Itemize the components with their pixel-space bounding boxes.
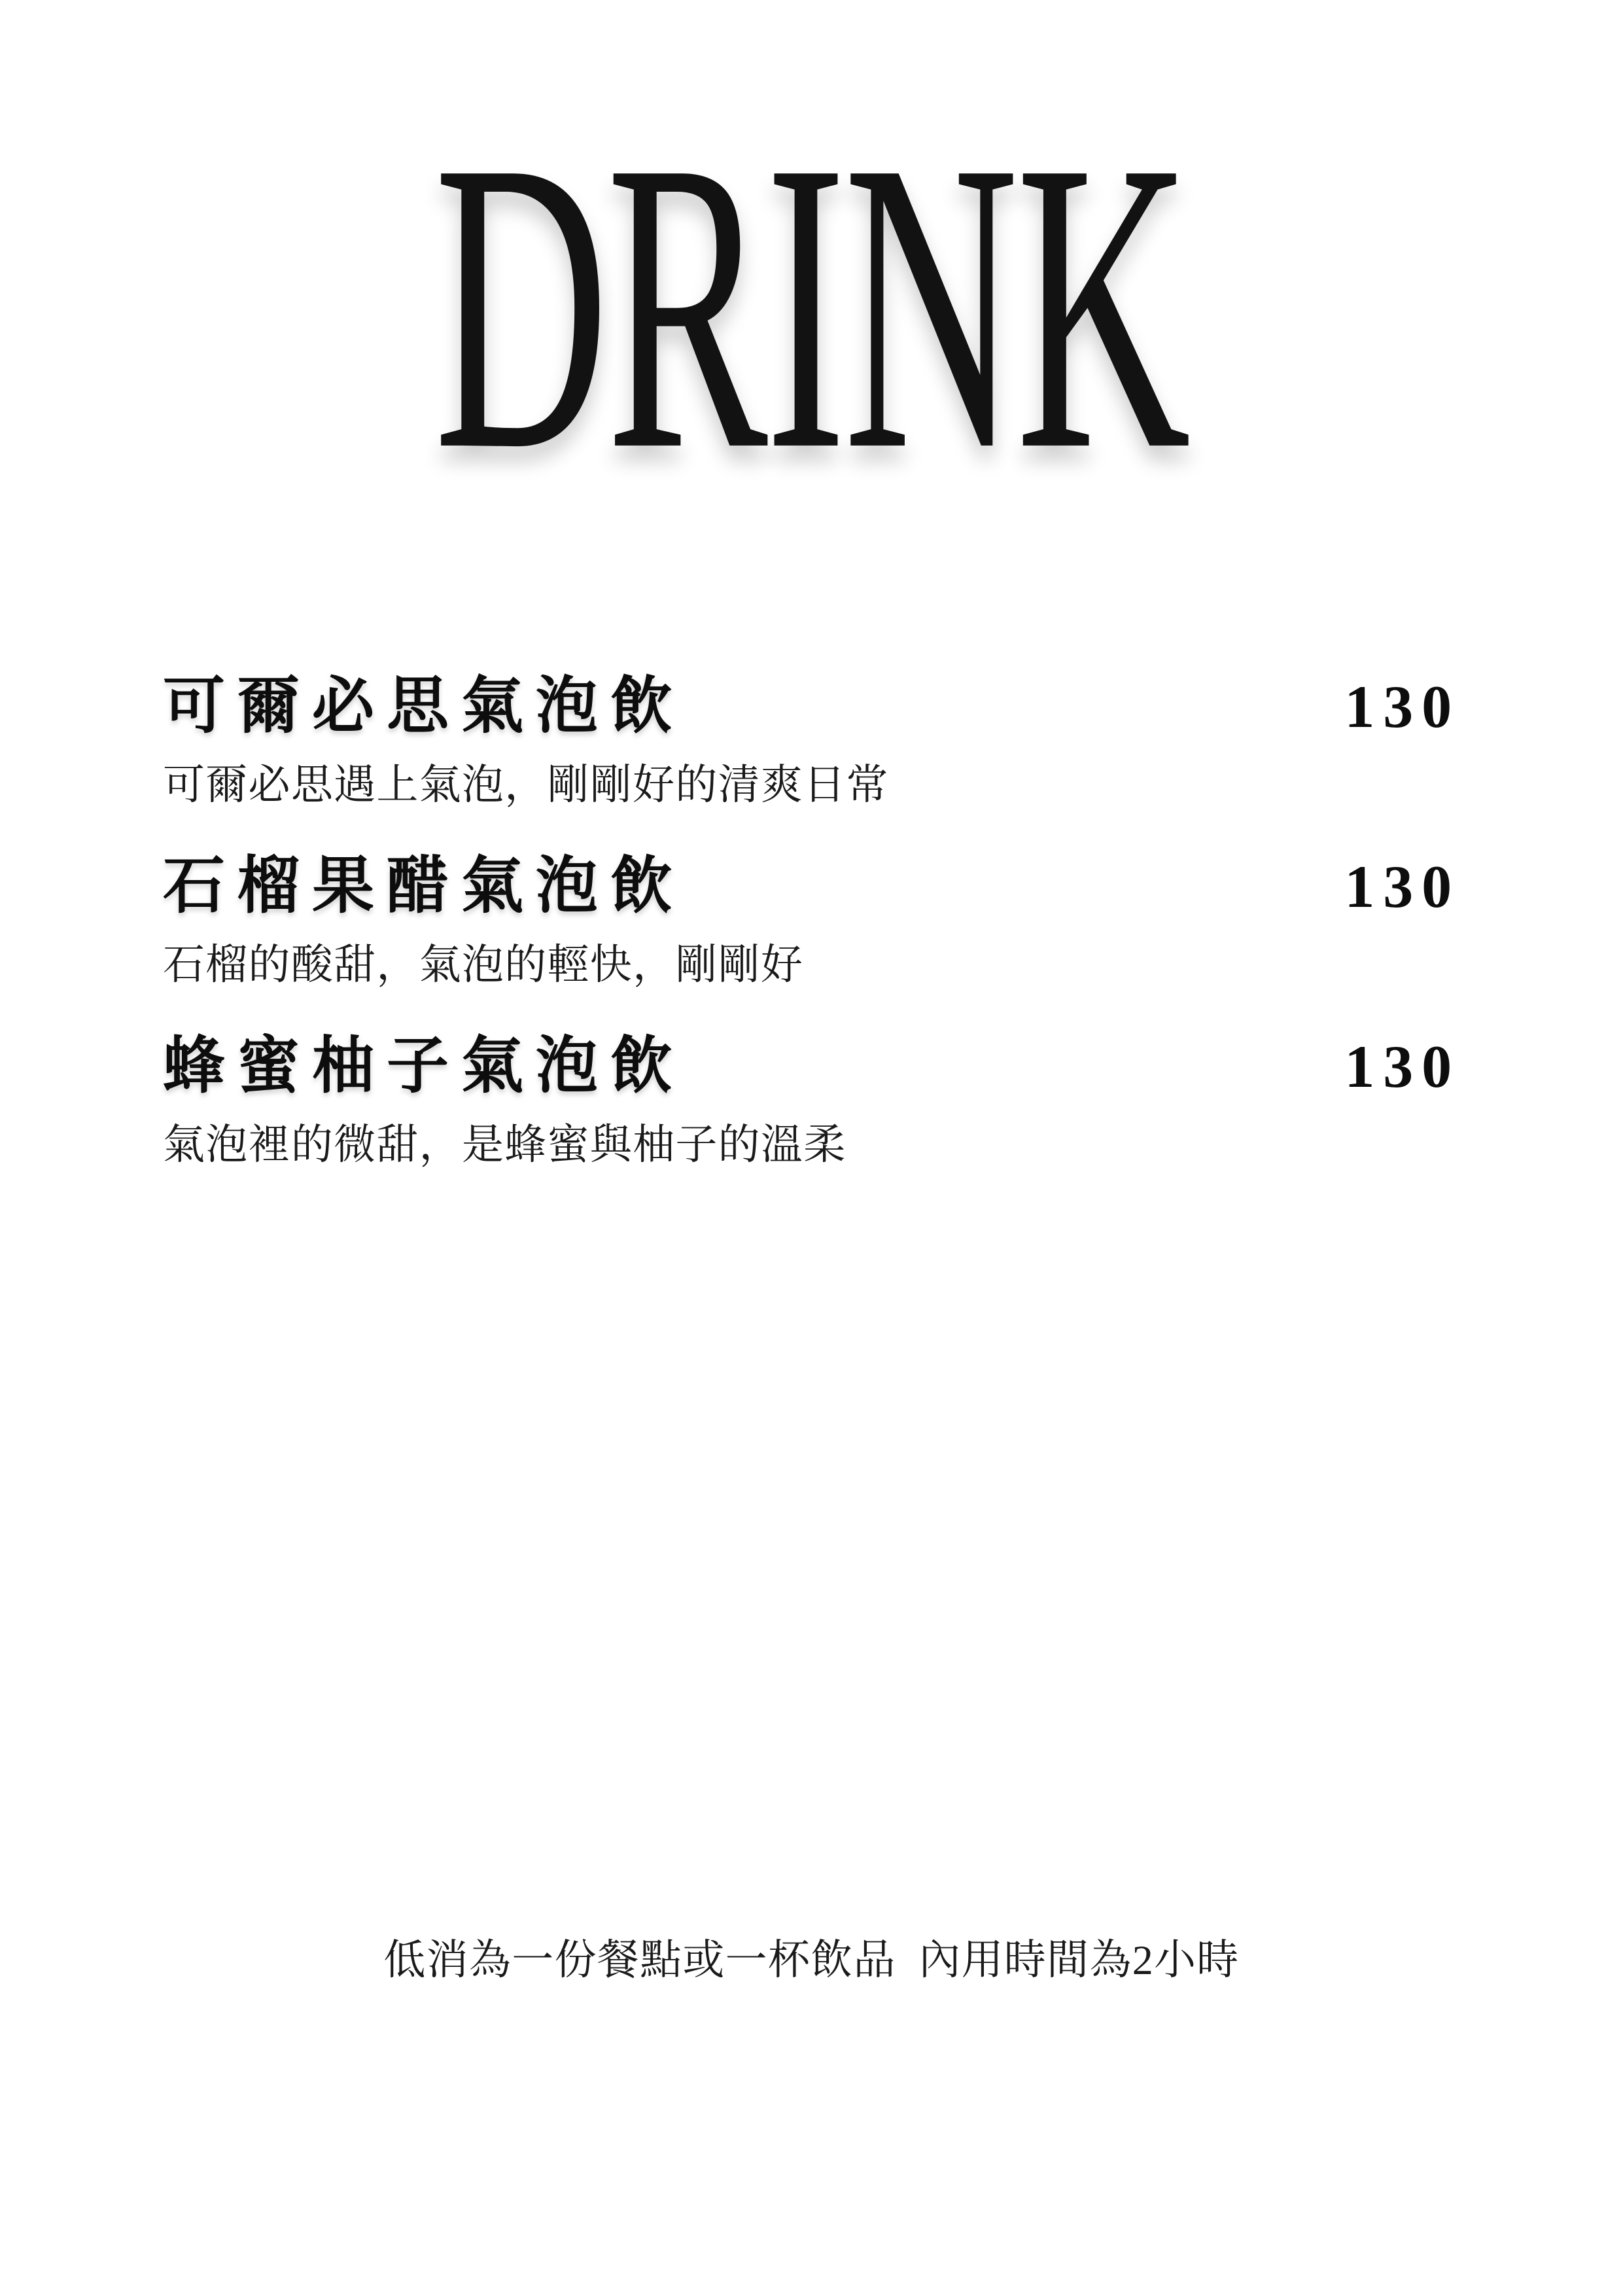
menu-item-header-row	[163, 669, 1460, 743]
footer-section	[0, 1935, 1623, 1986]
menu-item	[163, 1029, 1460, 1171]
menu-item-header-row	[163, 1029, 1460, 1103]
menu-item	[163, 669, 1460, 811]
menu-item-name: 可爾必思氣泡飲	[163, 671, 686, 741]
menu-item-price: 130	[1344, 1033, 1460, 1100]
hero-section	[0, 75, 1623, 537]
menu-item-name: 石榴果醋氣泡飲	[163, 851, 686, 921]
menu-item-description: 石榴的酸甜，氣泡的輕快，剛剛好	[163, 941, 804, 988]
menu-list	[163, 669, 1460, 1208]
page-title: DRINK	[434, 75, 1189, 537]
menu-item-description: 可爾必思遇上氣泡，剛剛好的清爽日常	[163, 762, 889, 808]
menu-item-price: 130	[1344, 673, 1460, 740]
menu-item	[163, 849, 1460, 991]
menu-item-description: 氣泡裡的微甜，是蜂蜜與柚子的溫柔	[163, 1121, 846, 1168]
minimum-charge-note: 低消為一份餐點或一杯飲品 內用時間為2小時	[383, 1937, 1240, 1983]
menu-item-name: 蜂蜜柚子氣泡飲	[163, 1031, 686, 1101]
menu-item-header-row	[163, 849, 1460, 923]
menu-item-price: 130	[1344, 853, 1460, 920]
